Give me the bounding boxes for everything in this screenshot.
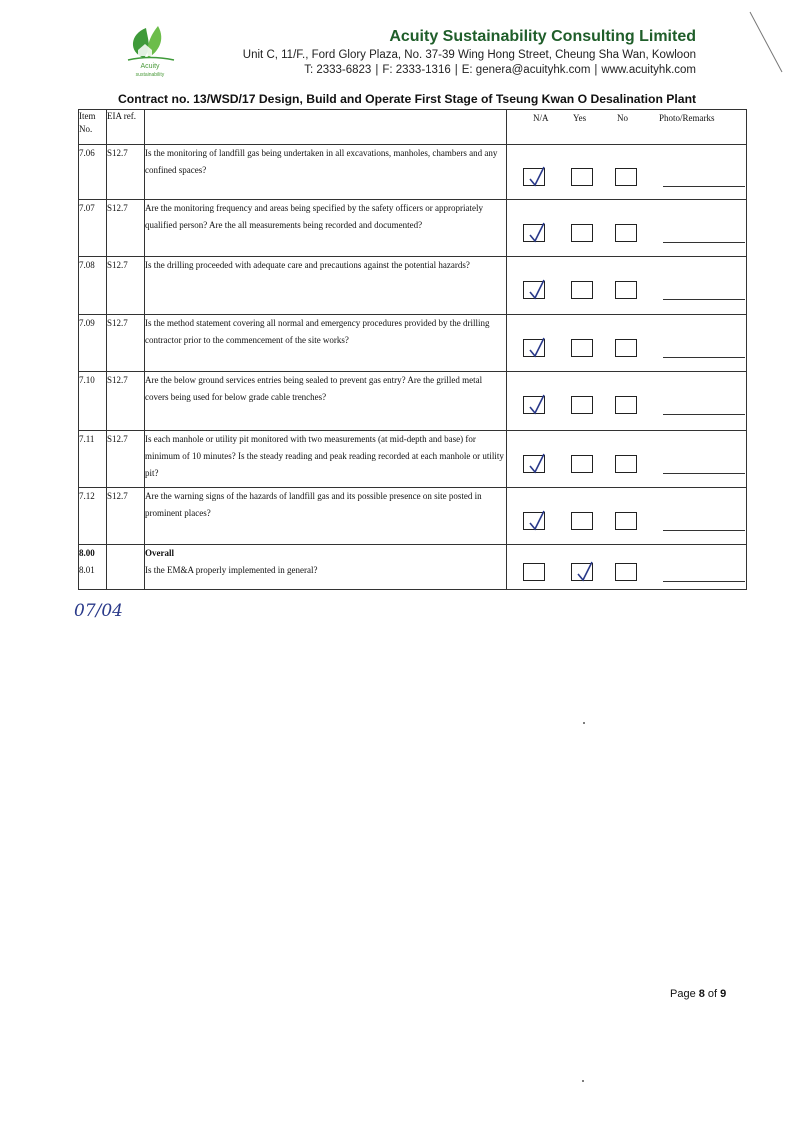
check-mark-icon — [574, 560, 596, 584]
checkbox-na[interactable] — [523, 563, 545, 581]
company-contacts: T: 2333-6823 | F: 2333-1316 | E: genera@acuityhk.com | www.acuityhk.com — [304, 64, 696, 76]
checkbox-na[interactable] — [523, 455, 545, 473]
eia-ref: S12.7 — [107, 431, 145, 488]
question-text: Is the monitoring of landfill gas being undertaken in all excavations, manholes, chambers and any confined spaces? — [145, 145, 507, 200]
overall-question-cell — [145, 545, 507, 590]
checkbox-no[interactable] — [615, 281, 637, 299]
check-mark-icon — [526, 509, 548, 533]
company-name: Acuity Sustainability Consulting Limited — [389, 28, 696, 45]
item-number: 7.11 — [79, 431, 107, 488]
table-header-row — [79, 110, 747, 145]
logo-text: Acuity — [140, 63, 160, 70]
remarks-line[interactable] — [663, 242, 745, 243]
tel: T: 2333-6823 — [304, 64, 372, 76]
overall-item: 8.00 8.01 — [79, 545, 107, 590]
checkbox-yes[interactable] — [571, 455, 593, 473]
overall-eia — [107, 545, 145, 590]
response-cell — [507, 315, 747, 372]
question-text: Are the monitoring frequency and areas being specified by the safety officers or appropriately qualified person? Are the all measurements being recorded and documented? — [145, 200, 507, 257]
check-mark-icon — [526, 393, 548, 417]
item-number: 7.08 — [79, 257, 107, 315]
page-number: Page 8 of 9 — [670, 988, 727, 1000]
header-item: Item No. — [79, 110, 107, 145]
checkbox-yes[interactable] — [571, 281, 593, 299]
website: www.acuityhk.com — [601, 64, 696, 76]
question-text: Are the below ground services entries being sealed to prevent gas entry? Are the grilled metal covers being used for below grade cable trenches? — [145, 372, 507, 431]
remarks-line[interactable] — [663, 581, 745, 582]
checkbox-no[interactable] — [615, 563, 637, 581]
table-row — [79, 315, 747, 372]
response-cell — [507, 488, 747, 545]
remarks-line[interactable] — [663, 357, 745, 358]
email: E: genera@acuityhk.com — [461, 64, 591, 76]
remarks-line[interactable] — [663, 186, 745, 187]
checkbox-no[interactable] — [615, 455, 637, 473]
header-eia: EIA ref. — [107, 110, 145, 145]
remarks-line[interactable] — [663, 530, 745, 531]
table-row — [79, 200, 747, 257]
remarks-line[interactable] — [663, 473, 745, 474]
overall-question: Is the EM&A properly implemented in general? — [145, 565, 318, 575]
checkbox-no[interactable] — [615, 224, 637, 242]
checkbox-no[interactable] — [615, 339, 637, 357]
company-logo — [118, 22, 182, 82]
checkbox-yes[interactable] — [571, 563, 593, 581]
checkbox-na[interactable] — [523, 168, 545, 186]
response-cell — [507, 372, 747, 431]
checkbox-na[interactable] — [523, 224, 545, 242]
overall-row — [79, 545, 747, 590]
eia-ref: S12.7 — [107, 200, 145, 257]
checkbox-yes[interactable] — [571, 396, 593, 414]
header-yes: Yes — [573, 113, 587, 123]
checklist-table — [78, 109, 747, 590]
header-question — [145, 110, 507, 145]
company-address: Unit C, 11/F., Ford Glory Plaza, No. 37-39 Wing Hong Street, Cheung Sha Wan, Kowloon — [242, 49, 696, 61]
response-cell — [507, 431, 747, 488]
question-text: Is each manhole or utility pit monitored with two measurements (at mid-depth and base) for minimum of 10 minutes? Is the steady reading and peak reading recorded at each manhole or utility pit? — [145, 431, 507, 488]
item-number: 7.12 — [79, 488, 107, 545]
response-cell — [507, 257, 747, 315]
eia-ref: S12.7 — [107, 488, 145, 545]
eia-ref: S12.7 — [107, 257, 145, 315]
table-row — [79, 257, 747, 315]
scan-mark — [748, 10, 784, 74]
checkbox-yes[interactable] — [571, 224, 593, 242]
check-mark-icon — [526, 452, 548, 476]
check-mark-icon — [526, 165, 548, 189]
header-na: N/A — [533, 113, 549, 123]
item-number: 7.09 — [79, 315, 107, 372]
table-row — [79, 431, 747, 488]
checkbox-yes[interactable] — [571, 339, 593, 357]
item-number: 7.10 — [79, 372, 107, 431]
table-row — [79, 145, 747, 200]
checkbox-na[interactable] — [523, 281, 545, 299]
question-text: Is the drilling proceeded with adequate care and precautions against the potential hazards? — [145, 257, 507, 315]
check-mark-icon — [526, 336, 548, 360]
letterhead — [0, 0, 794, 90]
checkbox-na[interactable] — [523, 339, 545, 357]
checkbox-na[interactable] — [523, 512, 545, 530]
eia-ref: S12.7 — [107, 145, 145, 200]
checkbox-no[interactable] — [615, 396, 637, 414]
check-mark-icon — [526, 278, 548, 302]
table-row — [79, 488, 747, 545]
eia-ref: S12.7 — [107, 315, 145, 372]
scan-speck — [583, 722, 585, 724]
fax: F: 2333-1316 — [382, 64, 451, 76]
eia-ref: S12.7 — [107, 372, 145, 431]
table-row — [79, 372, 747, 431]
response-cell — [507, 145, 747, 200]
question-text: Are the warning signs of the hazards of landfill gas and its possible presence on site posted in prominent places? — [145, 488, 507, 545]
checkbox-yes[interactable] — [571, 168, 593, 186]
checkbox-no[interactable] — [615, 512, 637, 530]
contract-title: Contract no. 13/WSD/17 Design, Build and Operate First Stage of Tseung Kwan O Desalination Plant — [118, 92, 697, 106]
scan-speck — [582, 1080, 584, 1082]
response-cell — [507, 200, 747, 257]
checkbox-no[interactable] — [615, 168, 637, 186]
remarks-line[interactable] — [663, 414, 745, 415]
svg-text:07/04: 07/04 — [74, 601, 123, 621]
header-remarks: Photo/Remarks — [659, 113, 715, 123]
question-text: Is the method statement covering all normal and emergency procedures provided by the drilling contractor prior to the commencement of the site works? — [145, 315, 507, 372]
logo-subtext: sustainability — [135, 72, 165, 78]
handwritten-date — [72, 598, 136, 624]
header-responses — [507, 110, 747, 145]
checkbox-na[interactable] — [523, 396, 545, 414]
item-number: 7.07 — [79, 200, 107, 257]
leaf-logo-icon — [118, 22, 182, 62]
checkbox-yes[interactable] — [571, 512, 593, 530]
header-no: No — [617, 113, 628, 123]
check-mark-icon — [526, 221, 548, 245]
overall-responses — [507, 545, 747, 590]
item-number: 7.06 — [79, 145, 107, 200]
overall-title: Overall — [145, 548, 174, 558]
remarks-line[interactable] — [663, 299, 745, 300]
